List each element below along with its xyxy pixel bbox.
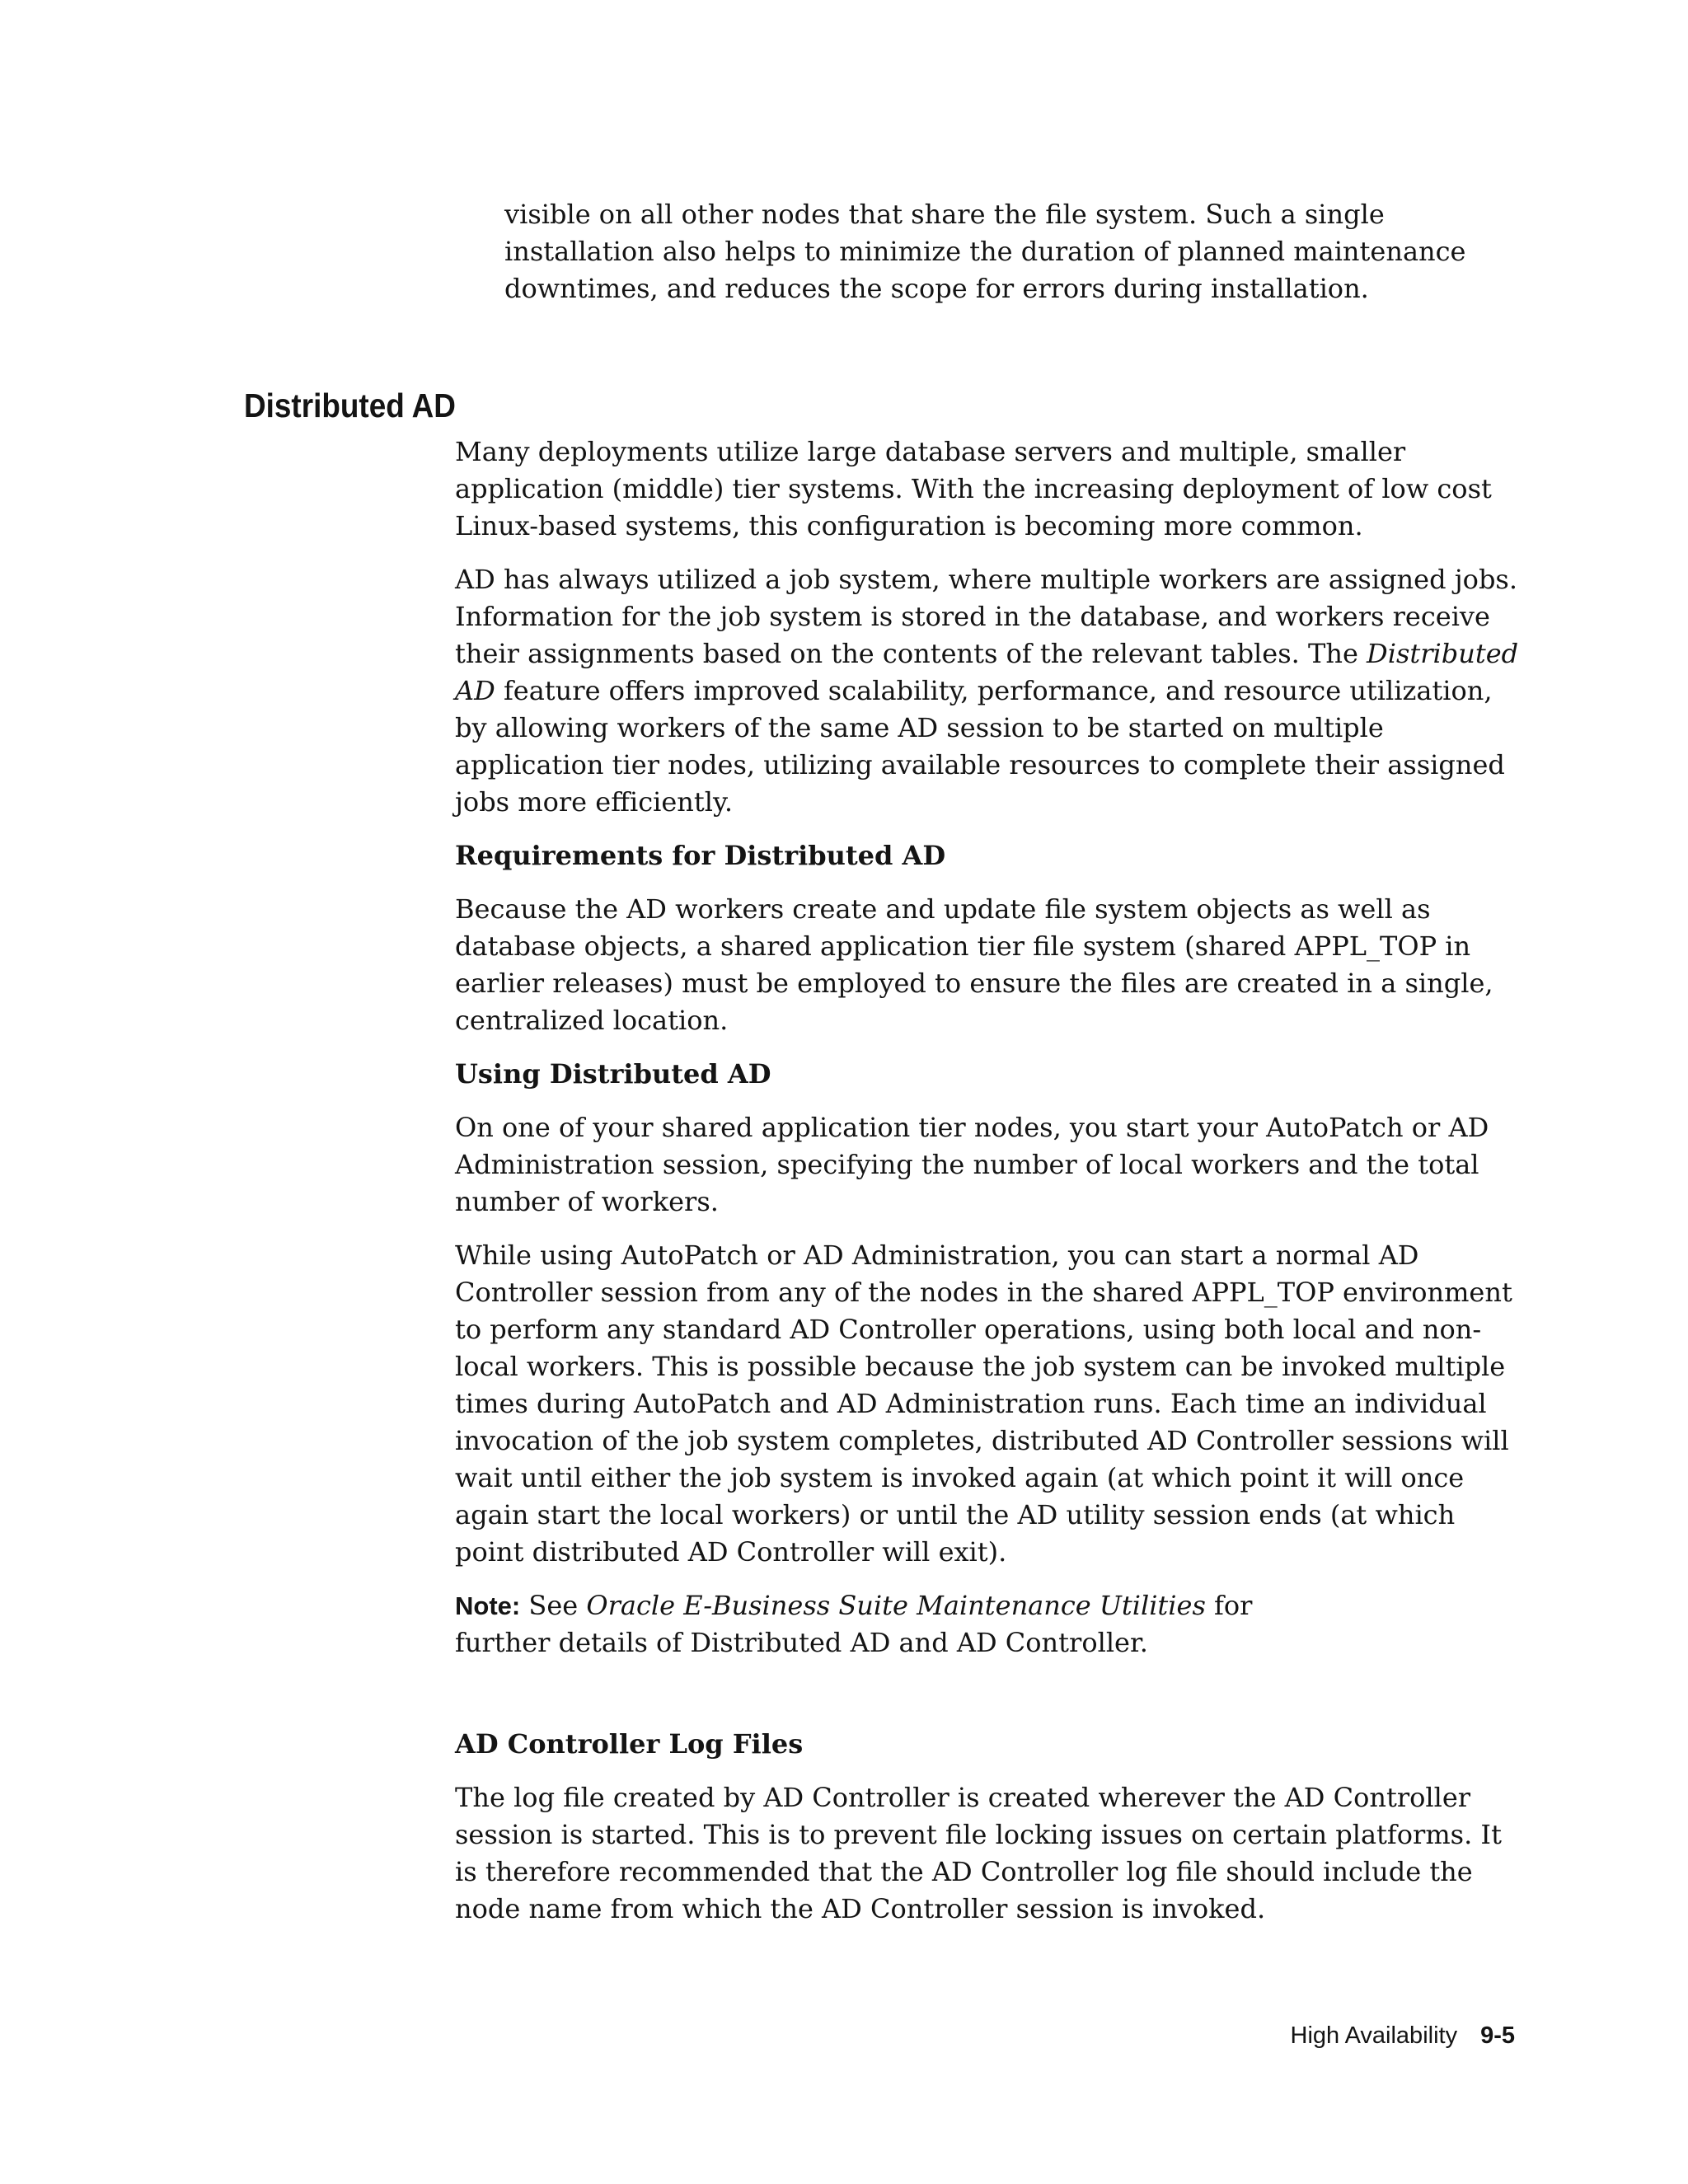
footer-chapter-title: High Availability — [1290, 2022, 1458, 2049]
note-block — [455, 1587, 1279, 1661]
footer-page-number: 9-5 — [1480, 2022, 1515, 2049]
page-footer — [1291, 2019, 1516, 2052]
using-paragraph-1: On one of your shared application tier nodes, you start your AutoPatch or AD Administration session, specifying the number of local workers and the total number of workers. — [455, 1112, 1489, 1217]
paragraph-job-system-end: feature offers improved scalability, performance, and resource utilization, by allowing workers of the same AD session to be started on multiple application tier nodes, utilizing available resources to complete their assigned jobs more efficiently. — [455, 675, 1505, 818]
emphasis-distributed-ad: Distributed AD — [455, 638, 1519, 706]
note-label: Note: — [455, 1591, 521, 1620]
requirements-paragraph: Because the AD workers create and update file system objects as well as database objects, a shared application tier file system (shared APPL_TOP in earlier releases) must be employed to ensure the files are created in a single, centralized location. — [455, 893, 1493, 1036]
section-body — [455, 434, 1531, 1944]
section-heading: Distributed AD — [244, 387, 456, 424]
paragraph-job-system-start: AD has always utilized a job system, where multiple workers are assigned jobs. Information for the job system is stored in the database, and workers receive their assignments based on the contents of the relevant tables. The — [455, 564, 1518, 669]
note-reference-title: Oracle E-Business Suite Maintenance Utilities — [586, 1590, 1206, 1621]
requirements-heading: Requirements for Distributed AD — [455, 840, 946, 871]
log-files-paragraph: The log file created by AD Controller is created wherever the AD Controller session is started. This is to prevent file locking issues on certain platforms. It is therefore recommended that the AD Controller log file should include the node name from which the AD Controller session is invoked. — [455, 1782, 1502, 1924]
using-heading: Using Distributed AD — [455, 1058, 771, 1090]
paragraph-deployments: Many deployments utilize large database servers and multiple, smaller application (middle) tier systems. With the increasing deployment of low cost Linux-based systems, this configuration is becoming more common. — [455, 436, 1492, 541]
using-paragraph-2: While using AutoPatch or AD Administration, you can start a normal AD Controller session from any of the nodes in the shared APPL_TOP environment to perform any standard AD Controller operations, using both local and non-local workers. This is possible because the job system can be invoked multiple times during AutoPatch and AD Administration runs. Each time an individual invocation of the job system completes, distributed AD Controller sessions will wait until either the job system is invoked again (at which point it will once again start the local workers) or until the AD utility session ends (at which point distributed AD Controller will exit). — [455, 1240, 1512, 1568]
intro-paragraph: visible on all other nodes that share the file system. Such a single installation also helps to minimize the duration of planned maintenance downtimes, and reduces the scope for errors during installation. — [504, 199, 1466, 304]
log-files-heading: AD Controller Log Files — [455, 1728, 804, 1760]
note-text: for further details of Distributed AD and AD Controller. — [455, 1590, 1253, 1658]
paragraph-job-system — [455, 561, 1531, 821]
note-see: See — [528, 1590, 579, 1621]
